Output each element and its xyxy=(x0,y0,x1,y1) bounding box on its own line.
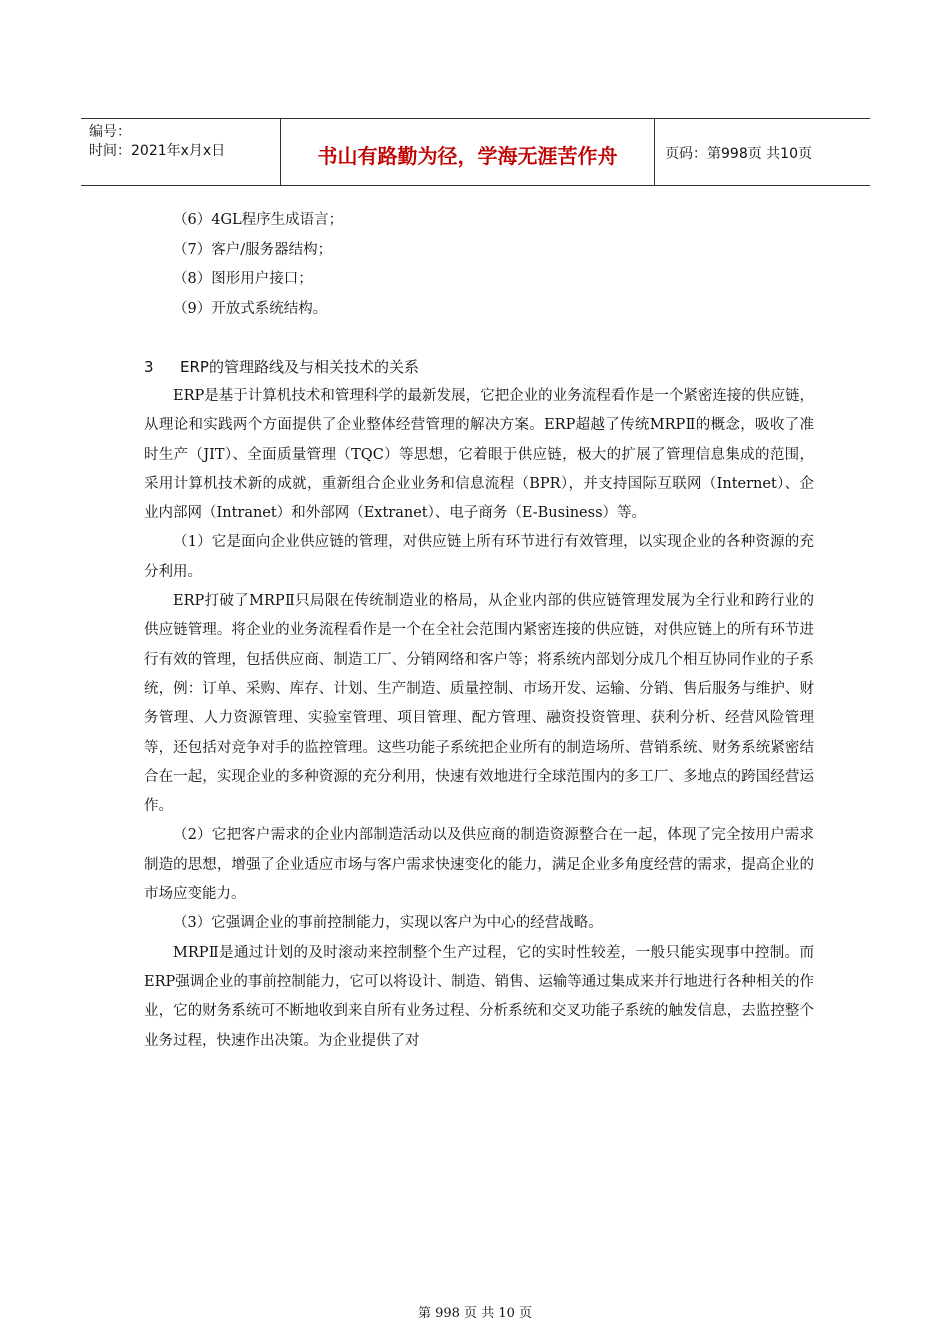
document-time-label: 时间：2021年x月x日 xyxy=(89,143,226,159)
document-body xyxy=(144,206,814,1056)
page-header xyxy=(81,118,870,186)
paragraph: （2）它把客户需求的企业内部制造活动以及供应商的制造资源整合在一起，体现了完全按用户需求制造的思想，增强了企业适应市场与客户需求快速变化的能力，满足企业多角度经营的需求，提高企业的市场应变能力。 xyxy=(144,827,814,903)
list-item: （7）客户/服务器结构； xyxy=(173,241,333,258)
paragraph: ERP打破了MRPⅡ只局限在传统制造业的格局，从企业内部的供应链管理发展为全行业和跨行业的供应链管理。将企业的业务流程看作是一个在全社会范围内紧密连接的供应链，对供应链上的所有环节进行有效的管理，包括供应商、制造工厂、分销网络和客户等；将系统内部划分成几个相互协同作业的子系统，例：订单、采购、库存、计划、生产制造、质量控制、市场开发、运输、分销、售后服务与维护、财务管理、人力资源管理、实验室管理、项目管理、配方管理、融资投资管理、获利分析、经营风险管理等，还包括对竞争对手的监控管理。这些功能子系统把企业所有的制造场所、营销系统、财务系统紧密结合在一起，实现企业的多种资源的充分利用，快速有效地进行全球范围内的多工厂、多地点的跨国经营运作。 xyxy=(144,593,814,815)
list-item: （6）4GL程序生成语言； xyxy=(173,212,344,228)
header-page-number: 页码：第998页 共10页 xyxy=(665,146,812,162)
list-item: （9）开放式系统结构。 xyxy=(173,300,328,317)
header-meta xyxy=(81,119,281,185)
section-number: 3 xyxy=(144,358,154,376)
header-motto: 书山有路勤为径，学海无涯苦作舟 xyxy=(281,119,655,185)
paragraph: MRPⅡ是通过计划的及时滚动来控制整个生产过程，它的实时性较差，一般只能实现事中控制。而ERP强调企业的事前控制能力，它可以将设计、制造、销售、运输等通过集成来并行地进行各种相关的作业，它的财务系统可不断地收到来自所有业务过程、分析系统和交叉功能子系统的触发信息，去监控整个业务过程，快速作出决策。为企业提供了对 xyxy=(144,944,814,1049)
section-heading xyxy=(144,352,814,382)
document-number-label: 编号： xyxy=(89,124,131,140)
section-title: ERP的管理路线及与相关技术的关系 xyxy=(180,358,419,376)
page-footer: 第 998 页 共 10 页 xyxy=(417,1306,533,1321)
paragraph: ERP是基于计算机技术和管理科学的最新发展，它把企业的业务流程看作是一个紧密连接的供应链，从理论和实践两个方面提供了企业整体经营管理的解决方案。ERP超越了传统MRPⅡ的概念，吸收了准时生产（JIT）、全面质量管理（TQC）等思想，它着眼于供应链，极大的扩展了管理信息集成的范围，采用计算机技术新的成就，重新组合企业业务和信息流程（BPR），并支持国际互联网（Internet）、企业内部网（Intranet）和外部网（Extranet）、电子商务（E-Business）等。 xyxy=(144,388,814,522)
paragraph: （3）它强调企业的事前控制能力，实现以客户为中心的经营战略。 xyxy=(173,915,603,932)
paragraph: （1）它是面向企业供应链的管理，对供应链上所有环节进行有效管理，以实现企业的各种资源的充分利用。 xyxy=(144,534,814,580)
list-item: （8）图形用户接口； xyxy=(173,271,313,287)
